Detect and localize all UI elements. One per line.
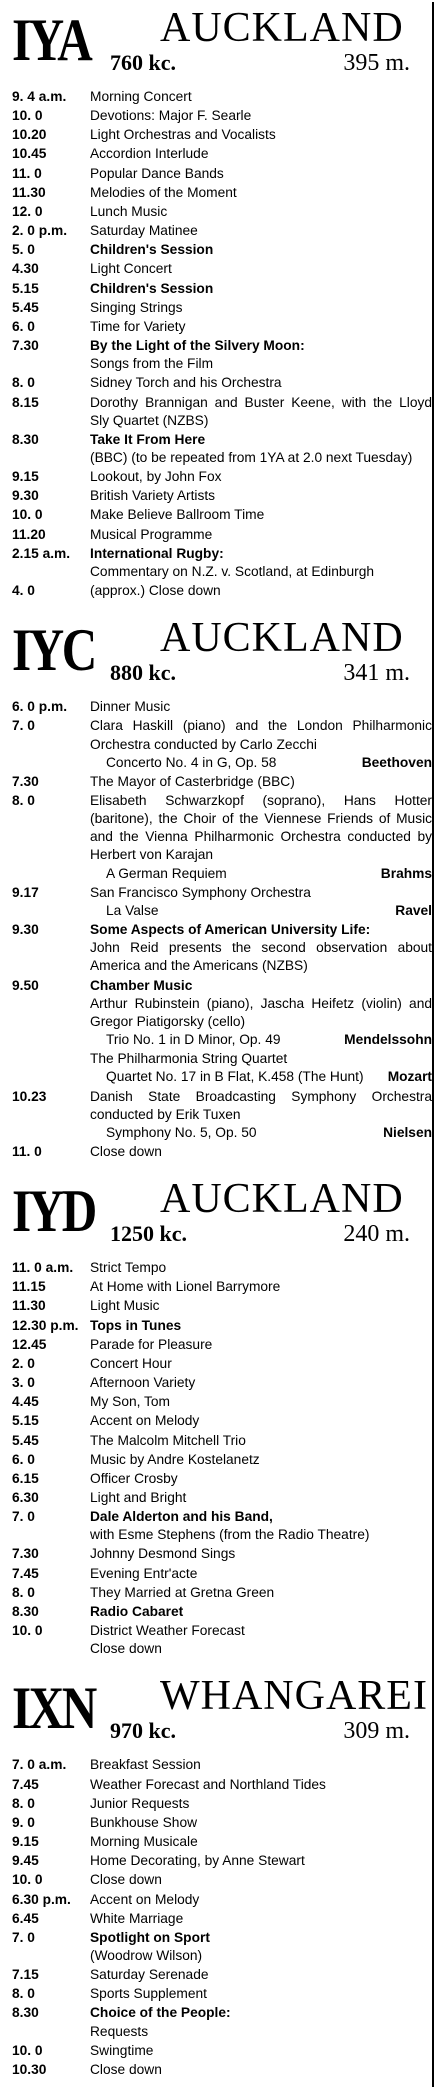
schedule-entry <box>12 1852 432 1870</box>
schedule-entry <box>12 1622 432 1658</box>
entry-program: Time for Variety <box>90 318 186 334</box>
entry-program: Morning Musicale <box>90 1834 198 1850</box>
station-callsign: IYA <box>12 7 91 73</box>
entry-program: Accent on Melody <box>90 1891 200 1907</box>
entry-composer: Brahms <box>380 865 432 881</box>
schedule-entry <box>12 222 432 240</box>
entry-program: Strict Tempo <box>90 1260 167 1276</box>
schedule-entry <box>12 280 432 298</box>
entry-time: 7. 0 <box>12 1509 35 1525</box>
schedule-entry <box>12 1985 432 2003</box>
entry-time: 12. 0 <box>12 203 43 219</box>
entry-time: 4.45 <box>12 1394 39 1410</box>
entry-program: Take It From Here <box>90 431 206 447</box>
entry-work-line <box>90 1031 432 1049</box>
entry-time: 10. 0 <box>12 1623 43 1639</box>
station-city: AUCKLAND <box>160 615 404 662</box>
entry-program: Popular Dance Bands <box>90 165 224 181</box>
program-column <box>12 2 434 2087</box>
entry-time: 3. 0 <box>12 1375 35 1391</box>
entry-program: At Home with Lionel Barrymore <box>90 1279 281 1295</box>
entry-time: 7. 0 <box>12 718 35 734</box>
station-callsign: IYC <box>12 617 95 684</box>
entry-time: 9.30 <box>12 922 39 938</box>
entry-program: By the Light of the Silvery Moon: <box>90 338 305 354</box>
schedule-entry <box>12 1814 432 1832</box>
schedule-entry <box>12 1336 432 1354</box>
entry-program: Light and Bright <box>90 1490 187 1505</box>
entry-time: 5.45 <box>12 299 39 315</box>
entry-time: 11.30 <box>12 184 46 200</box>
entry-program: Close down <box>90 2061 162 2077</box>
entry-time: 11.20 <box>12 526 46 542</box>
schedule-entry <box>12 1355 432 1373</box>
entry-program: Danish State Broadcasting Symphony Orchestra conducted by Erik Tuxen <box>90 1088 432 1122</box>
entry-time: 8. 0 <box>12 1986 35 2002</box>
entry-time: 10. 0 <box>12 1872 43 1888</box>
schedule-entry <box>12 2004 432 2040</box>
entry-time: 11.15 <box>12 1279 46 1295</box>
entry-work-title: Concerto No. 4 in G, Op. 58 <box>106 754 277 770</box>
entry-time: 11. 0 <box>12 1143 42 1159</box>
entry-program: Breakfast Session <box>90 1757 201 1773</box>
entry-program: Dinner Music <box>90 699 171 715</box>
schedule-entry <box>12 260 432 278</box>
entry-time: 8. 0 <box>12 1795 35 1811</box>
entry-program: They Married at Gretna Green <box>90 1584 275 1600</box>
schedule-entry <box>12 1508 432 1544</box>
schedule-entry <box>12 1489 432 1507</box>
entry-program: Tops in Tunes <box>90 1317 182 1333</box>
schedule-entry <box>12 126 432 144</box>
entry-detail: Commentary on N.Z. v. Scotland, at Edinburgh <box>90 563 375 579</box>
entry-detail: John Reid presents the second observation about America and the Americans (NZBS) <box>90 940 432 974</box>
entry-time: 6.30 p.m. <box>12 1891 71 1907</box>
schedule-entry <box>12 1833 432 1851</box>
entry-composer: Beethoven <box>361 754 432 770</box>
entry-time: 8.15 <box>12 394 39 410</box>
entry-program: Close down <box>90 1143 162 1159</box>
entry-time: 5.45 <box>12 1432 39 1448</box>
entry-time: 9.15 <box>12 469 39 485</box>
entry-detail: (BBC) (to be repeated from 1YA at 2.0 next Tuesday) <box>90 449 413 465</box>
schedule-entry <box>12 241 432 259</box>
entry-time: 6.45 <box>12 1910 39 1926</box>
entry-program: Some Aspects of American University Life: <box>90 922 371 938</box>
entry-work-title: A German Requiem <box>106 865 227 881</box>
entry-program: Elisabeth Schwarzkopf (soprano), Hans Hotter (baritone), the Choir of the Viennese Friends of Music and the Vienna Philharmonic Orchestra conducted by Herbert von Karajan <box>90 793 432 863</box>
entry-program: Accordion Interlude <box>90 146 209 162</box>
schedule-entry <box>12 582 432 600</box>
schedule-entry <box>12 1317 432 1335</box>
schedule-entry <box>12 1966 432 1984</box>
entry-time: 9. 0 <box>12 1814 35 1830</box>
entry-program: Dorothy Brannigan and Buster Keene, with the Lloyd Sly Quartet (NZBS) <box>90 394 432 428</box>
entry-time: 7.45 <box>12 1565 39 1581</box>
station-city: WHANGAREI <box>160 1673 428 1720</box>
station-city: AUCKLAND <box>160 1176 404 1223</box>
entry-time: 5.15 <box>12 280 39 296</box>
schedule-entry <box>12 2061 432 2079</box>
entry-program: Dale Alderton and his Band, <box>90 1509 273 1525</box>
entry-time: 6. 0 p.m. <box>12 699 68 715</box>
entry-work-line <box>90 865 432 883</box>
schedule-entry <box>12 487 432 505</box>
schedule-entry <box>12 318 432 336</box>
schedule-entry <box>12 698 432 716</box>
schedule-entry <box>12 1756 432 1774</box>
schedule-entry <box>12 165 432 183</box>
schedule-entry <box>12 1451 432 1469</box>
schedule-entry <box>12 1584 432 1602</box>
entry-program: International Rugby: <box>90 545 224 561</box>
entry-program: My Son, Tom <box>90 1394 170 1410</box>
entry-work-line <box>90 1068 432 1086</box>
entry-program: Light Concert <box>90 261 172 277</box>
entry-detail: (Woodrow Wilson) <box>90 1947 203 1963</box>
schedule-entry <box>12 1795 432 1813</box>
station-header <box>12 1670 432 1756</box>
entry-detail: Songs from the Film <box>90 356 214 372</box>
entry-program: Make Believe Ballroom Time <box>90 507 265 523</box>
station-frequency: 880 kc. <box>110 660 176 686</box>
schedule-entry <box>12 1278 432 1296</box>
entry-program: Lookout, by John Fox <box>90 469 222 485</box>
entry-time: 12.45 <box>12 1336 47 1352</box>
entry-time: 11. 0 <box>12 165 42 181</box>
entry-work-line <box>90 1124 432 1142</box>
entry-program: Concert Hour <box>90 1355 172 1371</box>
entry-composer: Ravel <box>395 902 432 918</box>
schedule-entry <box>12 1565 432 1583</box>
schedule-entry <box>12 1297 432 1315</box>
schedule-entry <box>12 1470 432 1488</box>
station-wavelength: 240 m. <box>343 1221 410 1248</box>
schedule-entry <box>12 1393 432 1411</box>
entry-time: 2.15 a.m. <box>12 545 71 561</box>
entry-time: 2. 0 <box>12 1355 35 1371</box>
schedule-entry <box>12 717 432 771</box>
entry-time: 7.15 <box>12 1967 39 1983</box>
station-callsign: IYD <box>12 1178 95 1245</box>
entry-program: British Variety Artists <box>90 488 216 504</box>
entry-program: (approx.) Close down <box>90 583 221 599</box>
station-frequency: 970 kc. <box>110 1718 176 1744</box>
entry-time: 10.20 <box>12 127 47 143</box>
entry-program: Children's Session <box>90 280 214 296</box>
entry-program: Melodies of the Moment <box>90 184 237 200</box>
schedule-entry <box>12 374 432 392</box>
schedule-entry <box>12 468 432 486</box>
entry-program: Swingtime <box>90 2042 154 2058</box>
entry-time: 6.30 <box>12 1490 39 1505</box>
entry-time: 10.23 <box>12 1088 47 1104</box>
station-wavelength: 341 m. <box>343 660 410 687</box>
station-block <box>12 1173 432 1658</box>
entry-program: Sports Supplement <box>90 1986 207 2002</box>
entry-time: 9.17 <box>12 884 39 900</box>
entry-time: 8.30 <box>12 2005 39 2021</box>
entry-program: Accent on Melody <box>90 1413 200 1429</box>
entry-time: 12.30 p.m. <box>12 1317 79 1333</box>
entry-program: Singing Strings <box>90 299 183 315</box>
station-header <box>12 1173 432 1259</box>
entry-detail: Requests <box>90 2023 149 2039</box>
schedule-entry <box>12 88 432 106</box>
entry-program: Sidney Torch and his Orchestra <box>90 375 282 391</box>
entry-program: San Francisco Symphony Orchestra <box>90 884 311 900</box>
station-callsign: IXN <box>12 1675 95 1742</box>
entry-program: Lunch Music <box>90 203 168 219</box>
entry-work-line <box>90 902 432 920</box>
schedule-entry <box>12 884 432 920</box>
entry-program: Junior Requests <box>90 1795 190 1811</box>
schedule-entry <box>12 1374 432 1392</box>
station-frequency: 760 kc. <box>110 50 176 75</box>
entry-time: 10.30 <box>12 2061 47 2077</box>
entry-program: Saturday Matinee <box>90 223 198 239</box>
entry-program: Morning Concert <box>90 89 192 104</box>
entry-time: 9.15 <box>12 1834 39 1850</box>
schedule-entry <box>12 337 432 373</box>
entry-program: Johnny Desmond Sings <box>90 1546 236 1562</box>
schedule-entry <box>12 526 432 544</box>
entry-time: 9.45 <box>12 1853 39 1869</box>
schedule-entry <box>12 184 432 202</box>
schedule-entry <box>12 107 432 125</box>
schedule-entry <box>12 1545 432 1563</box>
entry-time: 5.15 <box>12 1413 39 1429</box>
entry-time: 4. 0 <box>12 583 35 599</box>
entry-program: Home Decorating, by Anne Stewart <box>90 1853 305 1869</box>
schedule-entry <box>12 977 432 1050</box>
entry-detail: with Esme Stephens (from the Radio Theatre) <box>90 1527 370 1543</box>
entry-program: Choice of the People: <box>90 2005 231 2021</box>
entry-program: Devotions: Major F. Searle <box>90 108 252 124</box>
entry-time: 11. 0 a.m. <box>12 1260 74 1276</box>
entry-time: 7. 0 <box>12 1929 35 1945</box>
entry-program: Close down <box>90 1872 162 1888</box>
entry-program: Bunkhouse Show <box>90 1814 198 1830</box>
entry-time: 7.30 <box>12 773 39 789</box>
entry-program: Light Orchestras and Vocalists <box>90 127 276 143</box>
entry-time: 4.30 <box>12 261 39 277</box>
entry-time: 6. 0 <box>12 318 35 334</box>
schedule-entry <box>12 1088 432 1142</box>
schedule-entry <box>12 1603 432 1621</box>
entry-program: Chamber Music <box>90 977 193 993</box>
schedule-entry <box>12 1776 432 1794</box>
entry-program: Clara Haskill (piano) and the London Philharmonic Orchestra conducted by Carlo Zecchi <box>90 718 432 752</box>
entry-time: 7.30 <box>12 1546 39 1562</box>
station-block <box>12 1670 432 2079</box>
schedule-entry <box>12 145 432 163</box>
schedule-entry <box>12 1910 432 1928</box>
schedule-entry <box>12 203 432 221</box>
entry-program: The Philharmonia String Quartet <box>90 1051 288 1067</box>
entry-time: 8. 0 <box>12 1584 35 1600</box>
entry-program: Radio Cabaret <box>90 1603 184 1619</box>
entry-time: 9.50 <box>12 977 39 993</box>
entry-time: 6.15 <box>12 1470 39 1486</box>
entry-program: Musical Programme <box>90 526 213 542</box>
schedule-entry <box>12 1432 432 1450</box>
schedule-entry <box>12 394 432 430</box>
entry-program: White Marriage <box>90 1910 184 1926</box>
entry-program: District Weather Forecast <box>90 1623 245 1639</box>
station-header <box>12 612 432 698</box>
entry-program: Saturday Serenade <box>90 1967 209 1983</box>
entry-time: 8.30 <box>12 431 39 447</box>
entry-time: 7.30 <box>12 338 39 354</box>
entry-program: The Malcolm Mitchell Trio <box>90 1432 246 1448</box>
entry-program: Afternoon Variety <box>90 1375 196 1391</box>
entry-time: 6. 0 <box>12 1451 35 1467</box>
entry-program: Weather Forecast and Northland Tides <box>90 1776 326 1792</box>
schedule-entry <box>12 1871 432 1889</box>
entry-time: 7.45 <box>12 1776 39 1792</box>
station-wavelength: 395 m. <box>343 50 410 76</box>
schedule-entry <box>12 299 432 317</box>
schedule-entry <box>12 1050 432 1086</box>
schedule-entry <box>12 792 432 883</box>
schedule-entry <box>12 1259 432 1277</box>
entry-time: 9.30 <box>12 488 39 504</box>
entry-time: 5. 0 <box>12 242 35 258</box>
entry-time: 2. 0 p.m. <box>12 223 68 239</box>
schedule-entry <box>12 773 432 791</box>
entry-program: Spotlight on Sport <box>90 1929 210 1945</box>
station-block <box>12 612 432 1161</box>
station-header <box>12 2 432 88</box>
entry-program: The Mayor of Casterbridge (BBC) <box>90 773 295 789</box>
entry-work-title: La Valse <box>106 902 159 918</box>
entry-time: 9. 4 a.m. <box>12 89 67 104</box>
entry-time: 8. 0 <box>12 375 35 391</box>
entry-program: Light Music <box>90 1298 160 1314</box>
entry-time: 7. 0 a.m. <box>12 1757 67 1773</box>
schedule-entry <box>12 1412 432 1430</box>
entry-time: 10. 0 <box>12 2042 43 2058</box>
entry-program: Evening Entr'acte <box>90 1565 198 1581</box>
entry-detail: Close down <box>90 1641 162 1657</box>
station-city: AUCKLAND <box>160 5 404 51</box>
entry-work-title: Trio No. 1 in D Minor, Op. 49 <box>106 1032 281 1048</box>
entry-time: 11.30 <box>12 1298 46 1314</box>
entry-program: Officer Crosby <box>90 1470 178 1486</box>
entry-composer: Mendelssohn <box>344 1032 432 1048</box>
entry-detail: Arthur Rubinstein (piano), Jascha Heifetz (violin) and Gregor Piatigorsky (cello) <box>90 995 432 1029</box>
entry-time: 8.30 <box>12 1603 39 1619</box>
entry-program: Music by Andre Kostelanetz <box>90 1451 260 1467</box>
entry-program: Parade for Pleasure <box>90 1336 213 1352</box>
schedule-entry <box>12 1143 432 1161</box>
entry-composer: Nielsen <box>383 1124 432 1140</box>
entry-work-line <box>90 754 432 772</box>
schedule-entry <box>12 921 432 975</box>
schedule-entry <box>12 1891 432 1909</box>
entry-time: 10.45 <box>12 146 47 162</box>
schedule-entry <box>12 506 432 524</box>
schedule-entry <box>12 2042 432 2060</box>
schedule-entry <box>12 1929 432 1965</box>
entry-time: 8. 0 <box>12 793 35 808</box>
schedule-entry <box>12 545 432 581</box>
station-frequency: 1250 kc. <box>110 1221 187 1247</box>
entry-composer: Mozart <box>387 1069 432 1085</box>
station-block <box>12 2 432 600</box>
entry-work-title: Quartet No. 17 in B Flat, K.458 (The Hunt) <box>106 1069 364 1085</box>
schedule-entry <box>12 431 432 467</box>
entry-time: 10. 0 <box>12 507 43 523</box>
entry-program: Children's Session <box>90 242 214 258</box>
station-wavelength: 309 m. <box>343 1718 410 1745</box>
entry-time: 10. 0 <box>12 108 43 124</box>
entry-work-title: Symphony No. 5, Op. 50 <box>106 1124 257 1140</box>
